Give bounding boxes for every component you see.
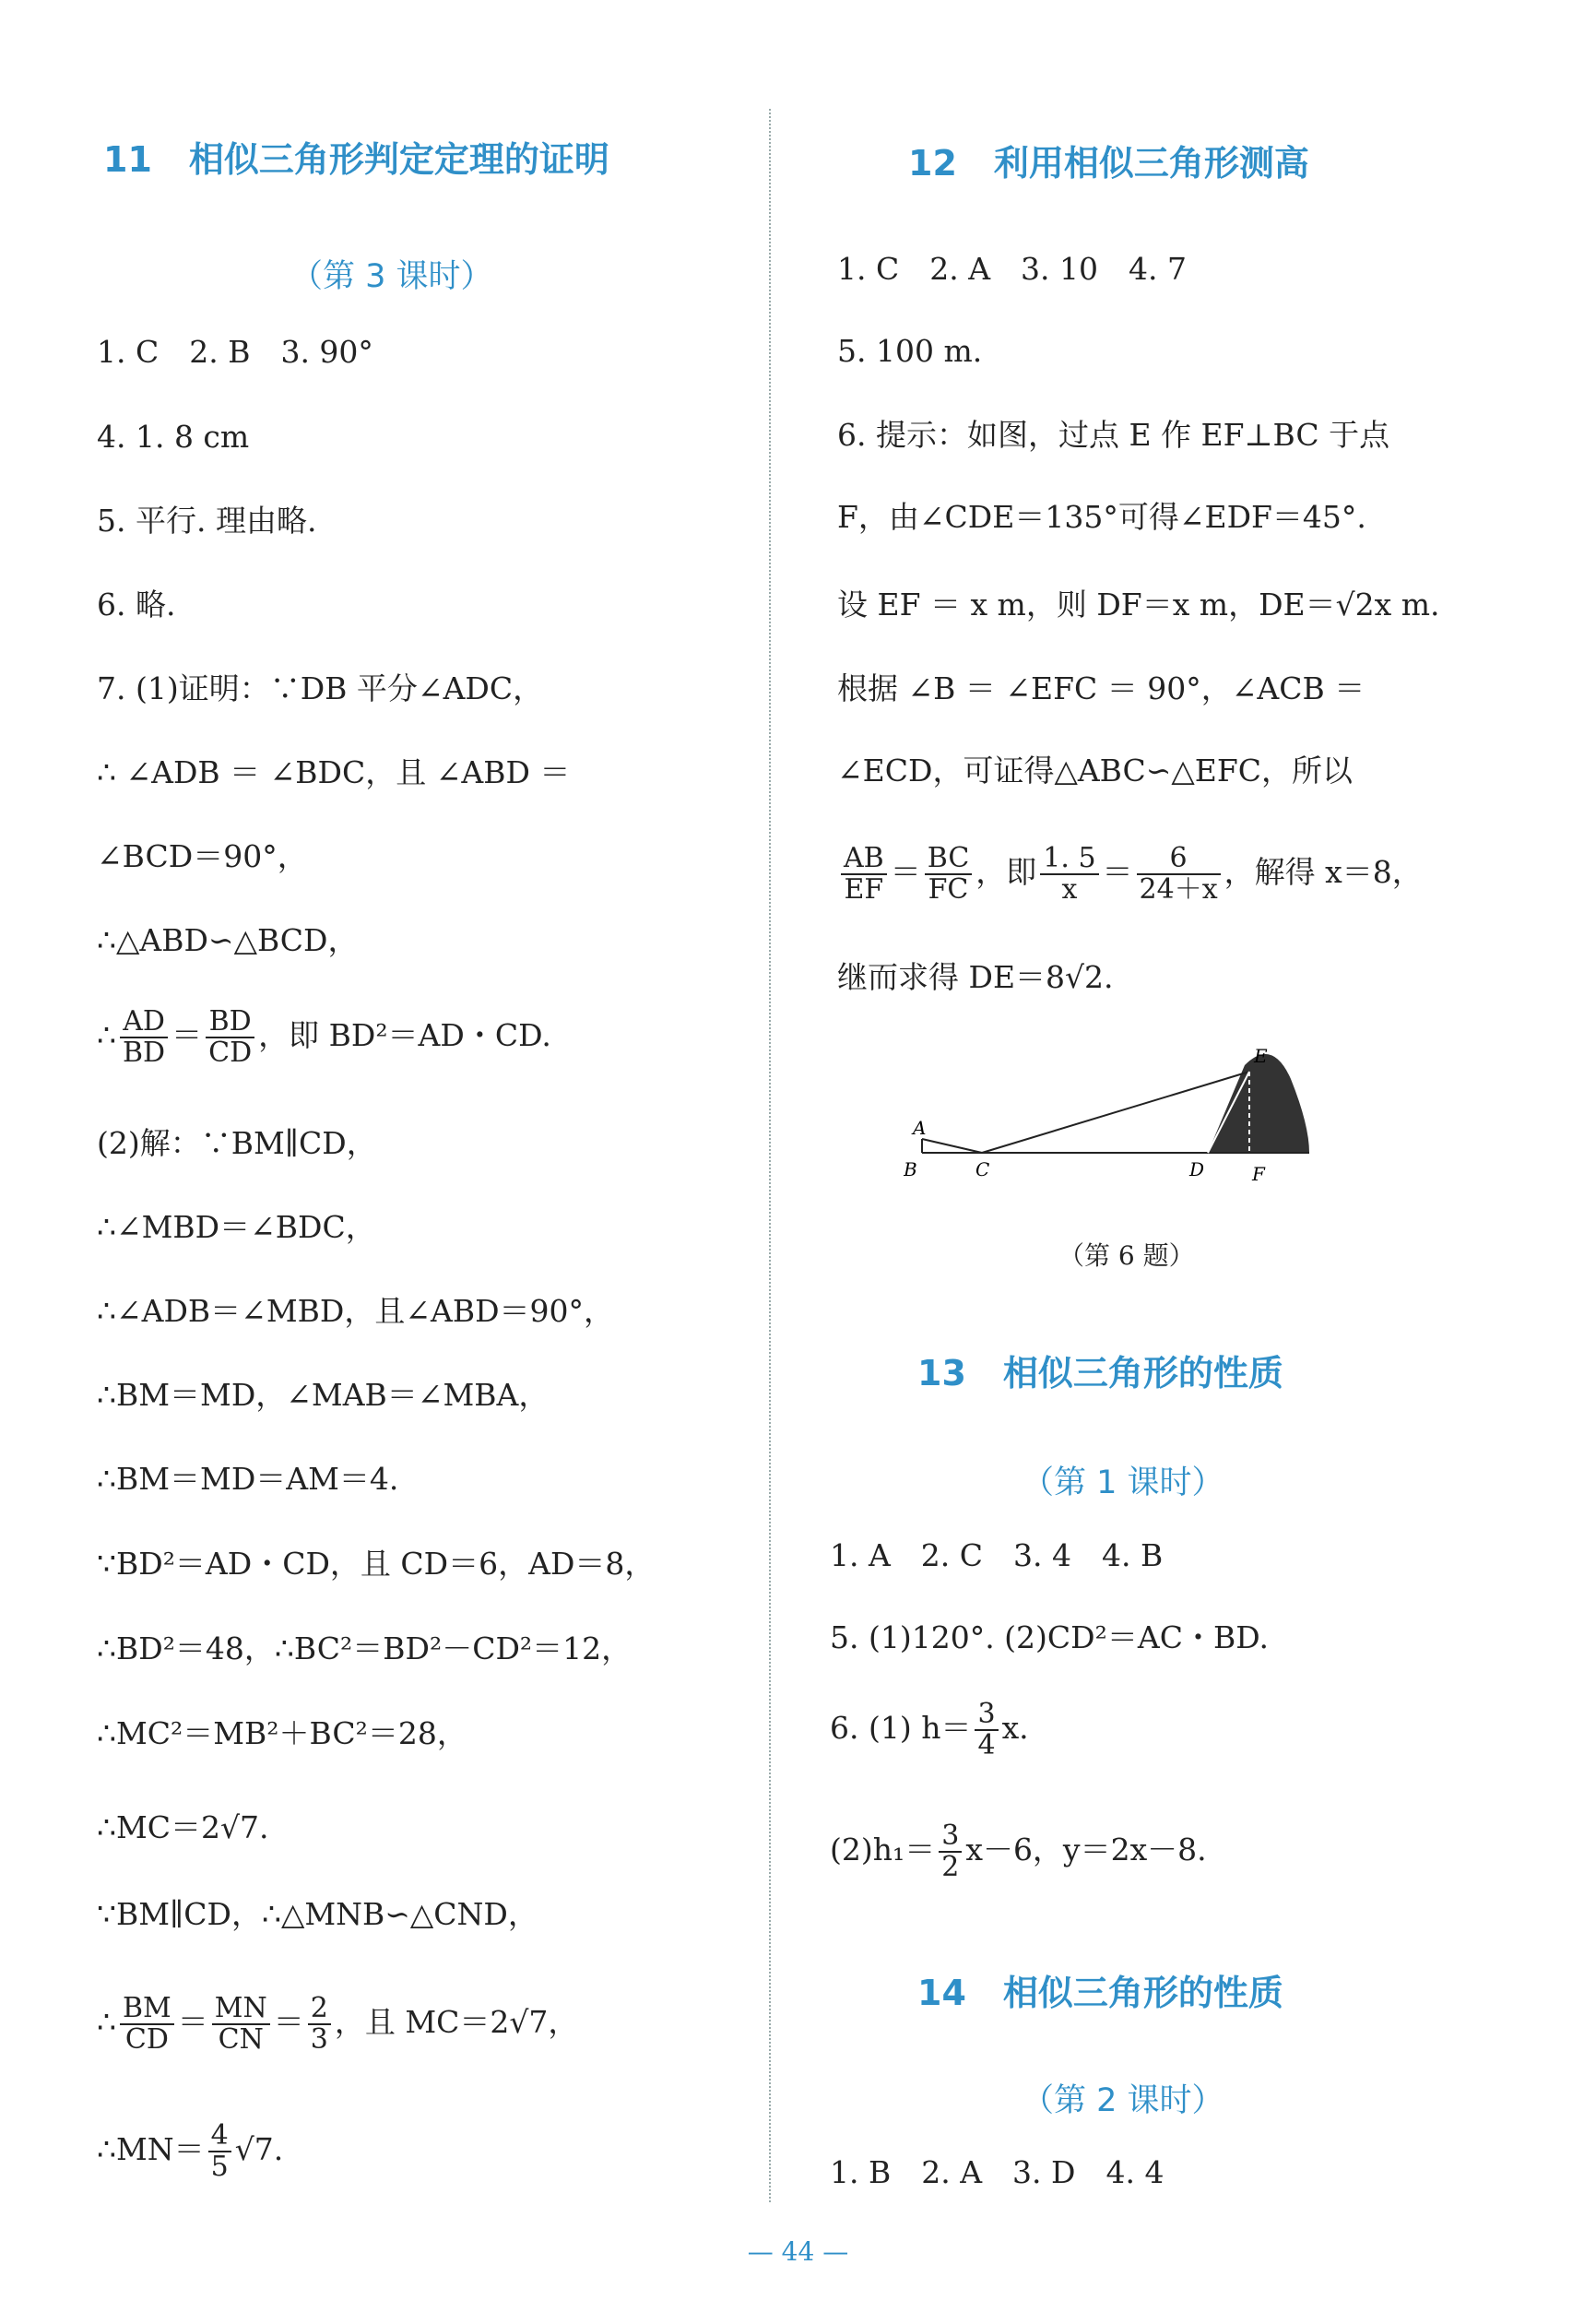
numerator: 2	[308, 1994, 331, 2025]
section-title: 相似三角形判定定理的证明	[188, 139, 609, 180]
hill-shape	[1208, 1054, 1309, 1153]
denominator: CN	[218, 2023, 264, 2056]
answer-line: ∴BD²＝48，∴BC²＝BD²－CD²＝12，	[97, 1630, 632, 1666]
prefix: ∴	[97, 1017, 116, 1053]
numerator: AD	[120, 1007, 168, 1038]
answer-line: ∴MC＝2√7.	[97, 1809, 269, 1845]
fraction	[1137, 844, 1221, 905]
fraction-line	[830, 1700, 1029, 1761]
answer-line: ∴△ABD∽△BCD，	[97, 922, 359, 958]
label-c: C	[975, 1158, 990, 1180]
section-14-heading	[917, 1964, 1283, 2015]
answer-line: 1. A 2. C 3. 4 4. B	[830, 1537, 1164, 1573]
numerator: MN	[212, 1994, 270, 2025]
denominator: BD	[123, 1037, 166, 1069]
label-a: A	[913, 1117, 927, 1139]
denominator: CD	[124, 2023, 169, 2056]
answer-line: 设 EF ＝ x m，则 DF＝x m，DE＝√2x m.	[837, 587, 1440, 622]
answer-line: 1. C 2. B 3. 90°	[97, 334, 373, 370]
fraction	[975, 1700, 998, 1761]
denominator: 3	[310, 2023, 328, 2056]
answer-line: ∵BM∥CD，∴△MNB∽△CND，	[97, 1896, 538, 1932]
section-number: 12	[908, 143, 957, 184]
prefix: ∴	[97, 2004, 116, 2040]
denominator: 4	[977, 1729, 996, 1761]
answer-line: 根据 ∠B ＝ ∠EFC ＝ 90°，∠ACB ＝	[837, 670, 1365, 706]
fraction	[939, 1821, 962, 1882]
numerator: BD	[206, 1007, 254, 1038]
answer-line: 4. 1. 8 cm	[97, 419, 250, 455]
suffix: ，且 MC＝2√7，	[334, 2004, 579, 2040]
suffix: x.	[1001, 1710, 1029, 1746]
answer-line: ∠ECD，可证得△ABC∽△EFC，所以	[837, 753, 1354, 788]
lesson-subtitle: （第 2 课时）	[1022, 2082, 1224, 2119]
section-title: 相似三角形的性质	[1002, 1973, 1283, 2013]
answer-line: 6. 提示：如图，过点 E 作 EF⊥BC 于点	[837, 417, 1390, 453]
section-13-heading	[917, 1345, 1283, 1395]
fraction	[206, 1007, 254, 1068]
answer-line: (2)解：∵BM∥CD，	[97, 1125, 377, 1161]
section-12-heading	[908, 135, 1309, 185]
fraction	[208, 2121, 231, 2182]
denominator: CD	[208, 1037, 253, 1069]
numerator: 3	[939, 1821, 962, 1853]
numerator: BM	[120, 1994, 174, 2025]
answer-line: 6. 略.	[97, 587, 176, 622]
answer-line: F，由∠CDE＝135°可得∠EDF＝45°.	[837, 499, 1366, 535]
label-d: D	[1189, 1158, 1205, 1180]
answer-line: 5. 100 m.	[837, 333, 983, 369]
denominator: EF	[844, 873, 884, 906]
answer-line: 1. C 2. A 3. 10 4. 7	[837, 251, 1187, 287]
fraction	[212, 1994, 270, 2055]
fraction	[1040, 844, 1098, 905]
numerator: 6	[1137, 844, 1221, 875]
suffix: ，即 BD²＝AD・CD.	[258, 1017, 551, 1053]
numerator: BC	[925, 844, 973, 875]
fraction-line	[830, 1821, 1207, 1882]
answer-line: ∠BCD＝90°，	[97, 838, 308, 874]
numerator: 3	[975, 1700, 998, 1731]
denominator: 5	[210, 2151, 229, 2183]
answer-line: 1. B 2. A 3. D 4. 4	[830, 2154, 1164, 2190]
answer-line: ∴BM＝MD，∠MAB＝∠MBA，	[97, 1377, 550, 1413]
answer-line: 5. (1)120°. (2)CD²＝AC・BD.	[830, 1619, 1269, 1655]
column-divider	[769, 109, 771, 2202]
lesson-subtitle: （第 3 课时）	[290, 258, 493, 295]
section-number: 14	[917, 1973, 966, 2013]
fraction	[120, 1994, 174, 2055]
denominator: x	[1061, 873, 1078, 906]
answer-line: ∴∠ADB＝∠MBD，且∠ABD＝90°，	[97, 1293, 615, 1329]
connector: ，即	[975, 854, 1037, 890]
fraction-line: $\frac{AB}{EF}$ ＝ $\frac{BC}{FC}$ ，即 $\frac{1. 5}{x}$ ＝ $\frac{6}{24+x}$ ，解得 x＝8，	[837, 844, 1423, 905]
section-11-heading	[103, 131, 609, 182]
answer-line: 7. (1)证明：∵DB 平分∠ADC，	[97, 670, 544, 706]
line-ac	[922, 1139, 982, 1153]
numerator: 4	[208, 2121, 231, 2152]
label-b: B	[904, 1158, 917, 1180]
answer-line: ∵BD²＝AD・CD，且 CD＝6，AD＝8，	[97, 1546, 656, 1582]
suffix: x－6，y＝2x－8.	[965, 1832, 1207, 1867]
prefix: ∴MN＝	[97, 2131, 205, 2167]
figure-6-diagram	[904, 1042, 1365, 1190]
section-number: 13	[917, 1353, 966, 1393]
section-title: 相似三角形的性质	[1002, 1353, 1283, 1393]
lesson-subtitle: （第 1 课时）	[1022, 1464, 1224, 1501]
section-number: 11	[103, 139, 152, 180]
fraction	[841, 844, 887, 905]
fraction-line: ∴ $\frac{AD}{BD}$ ＝ $\frac{BD}{CD}$ ，即 BD²＝AD・CD.	[97, 1005, 551, 1069]
answer-line: 继而求得 DE＝8√2.	[837, 959, 1114, 995]
fraction	[120, 1007, 168, 1068]
figure-caption: （第 6 题）	[1058, 1240, 1195, 1271]
answer-line: ∴BM＝MD＝AM＝4.	[97, 1461, 399, 1497]
answer-line: ∴MC²＝MB²＋BC²＝28，	[97, 1715, 467, 1751]
fraction-line	[97, 2121, 283, 2182]
answer-line: ∴ ∠ADB ＝ ∠BDC，且 ∠ABD ＝	[97, 754, 571, 790]
answer-line: ∴∠MBD＝∠BDC，	[97, 1209, 376, 1245]
page-number: — 44 —	[747, 2236, 849, 2267]
prefix: (2)h₁＝	[830, 1832, 936, 1867]
denominator: 24＋x	[1139, 873, 1218, 906]
label-e: E	[1254, 1045, 1268, 1067]
denominator: 2	[941, 1851, 960, 1883]
numerator: AB	[841, 844, 887, 875]
fraction	[925, 844, 973, 905]
fraction	[308, 1994, 331, 2055]
prefix: 6. (1) h＝	[830, 1710, 972, 1746]
answer-line: 5. 平行. 理由略.	[97, 503, 317, 539]
label-f: F	[1252, 1163, 1265, 1185]
suffix: √7.	[234, 2131, 284, 2167]
suffix: ，解得 x＝8，	[1224, 854, 1423, 890]
line-ce	[982, 1072, 1249, 1153]
fraction-line: ∴ $\frac{BM}{CD}$ ＝ $\frac{MN}{CN}$ ＝ $\frac{2}{3}$ ，且 MC＝2√7，	[97, 1992, 579, 2056]
denominator: FC	[928, 873, 969, 906]
numerator: 1. 5	[1040, 844, 1098, 875]
section-title: 利用相似三角形测高	[993, 143, 1309, 184]
